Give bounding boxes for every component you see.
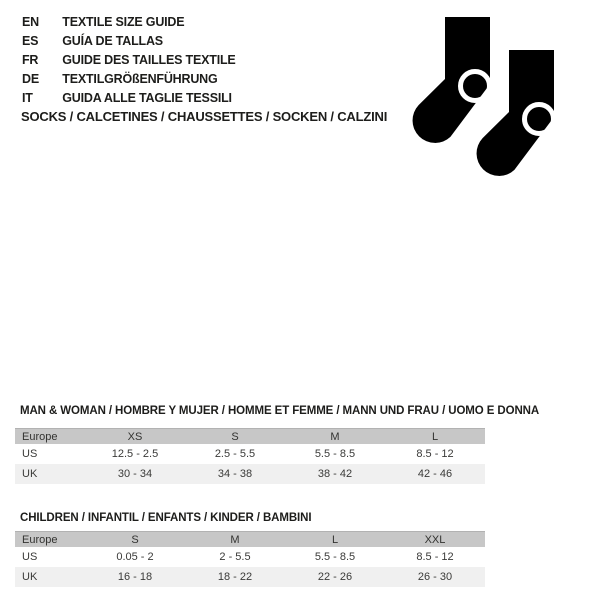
table-row-us xyxy=(15,547,485,567)
language-label: GUIDE DES TAILLES TEXTILE xyxy=(62,53,236,67)
language-code: FR xyxy=(22,53,39,67)
size-cell: 12.5 - 2.5 xyxy=(111,448,159,460)
size-cell: 42 - 46 xyxy=(385,464,485,484)
language-label: GUIDA ALLE TAGLIE TESSILI xyxy=(62,91,232,105)
size-cell: 34 - 38 xyxy=(185,464,285,484)
table-header-row xyxy=(15,429,485,445)
size-cell: 30 - 34 xyxy=(85,464,185,484)
sock-back xyxy=(413,17,490,143)
region-label: UK xyxy=(15,567,85,587)
size-cell: 8.5 - 12 xyxy=(416,551,454,563)
size-table-man-woman xyxy=(15,428,485,484)
column-header-m: M xyxy=(285,429,385,445)
size-cell: 8.5 - 12 xyxy=(416,448,454,460)
column-header-xxl: XXL xyxy=(385,532,485,548)
table-title-children: CHILDREN / INFANTIL / ENFANTS / KINDER / BAMBINI xyxy=(20,512,312,524)
size-cell: 22 - 26 xyxy=(285,567,385,587)
language-code: EN xyxy=(22,15,39,29)
table-row-us xyxy=(15,444,485,464)
column-header-s: S xyxy=(185,429,285,445)
language-code: IT xyxy=(22,91,33,105)
column-header-xs: XS xyxy=(85,429,185,445)
table-title-man-woman: MAN & WOMAN / HOMBRE Y MUJER / HOMME ET FEMME / MANN UND FRAU / UOMO E DONNA xyxy=(20,405,540,417)
language-label: TEXTILGRÖßENFÜHRUNG xyxy=(62,72,218,86)
size-cell: 5.5 - 8.5 xyxy=(314,551,356,563)
language-row-es xyxy=(22,32,236,51)
table-header-row xyxy=(15,532,485,548)
language-code: ES xyxy=(22,34,39,48)
size-cell: 2 - 5.5 xyxy=(219,551,251,563)
language-label: TEXTILE SIZE GUIDE xyxy=(62,15,185,29)
column-header-l: L xyxy=(385,429,485,445)
column-header-m: M xyxy=(185,532,285,548)
region-label: US xyxy=(22,551,38,563)
category-title: SOCKS / CALCETINES / CHAUSSETTES / SOCKEN / CALZINI xyxy=(21,109,388,124)
size-cell: 0.05 - 2 xyxy=(116,551,154,563)
region-label: UK xyxy=(15,464,85,484)
language-row-it xyxy=(22,89,236,108)
column-header-europe: Europe xyxy=(15,429,85,445)
size-cell: 2.5 - 5.5 xyxy=(214,448,256,460)
table-row-uk xyxy=(15,567,485,587)
size-cell: 38 - 42 xyxy=(285,464,385,484)
column-header-s: S xyxy=(85,532,185,548)
table-row-uk xyxy=(15,464,485,484)
region-label: US xyxy=(22,448,38,460)
language-row-en xyxy=(22,13,236,32)
language-list xyxy=(22,13,236,108)
size-cell: 26 - 30 xyxy=(385,567,485,587)
column-header-l: L xyxy=(285,532,385,548)
column-header-europe: Europe xyxy=(15,532,85,548)
size-cell: 18 - 22 xyxy=(185,567,285,587)
language-row-de xyxy=(22,70,236,89)
socks-icon xyxy=(412,17,560,179)
language-code: DE xyxy=(22,72,39,86)
size-cell: 16 - 18 xyxy=(85,567,185,587)
language-row-fr xyxy=(22,51,236,70)
language-label: GUÍA DE TALLAS xyxy=(62,34,163,48)
size-table-children xyxy=(15,531,485,587)
size-cell: 5.5 - 8.5 xyxy=(314,448,356,460)
